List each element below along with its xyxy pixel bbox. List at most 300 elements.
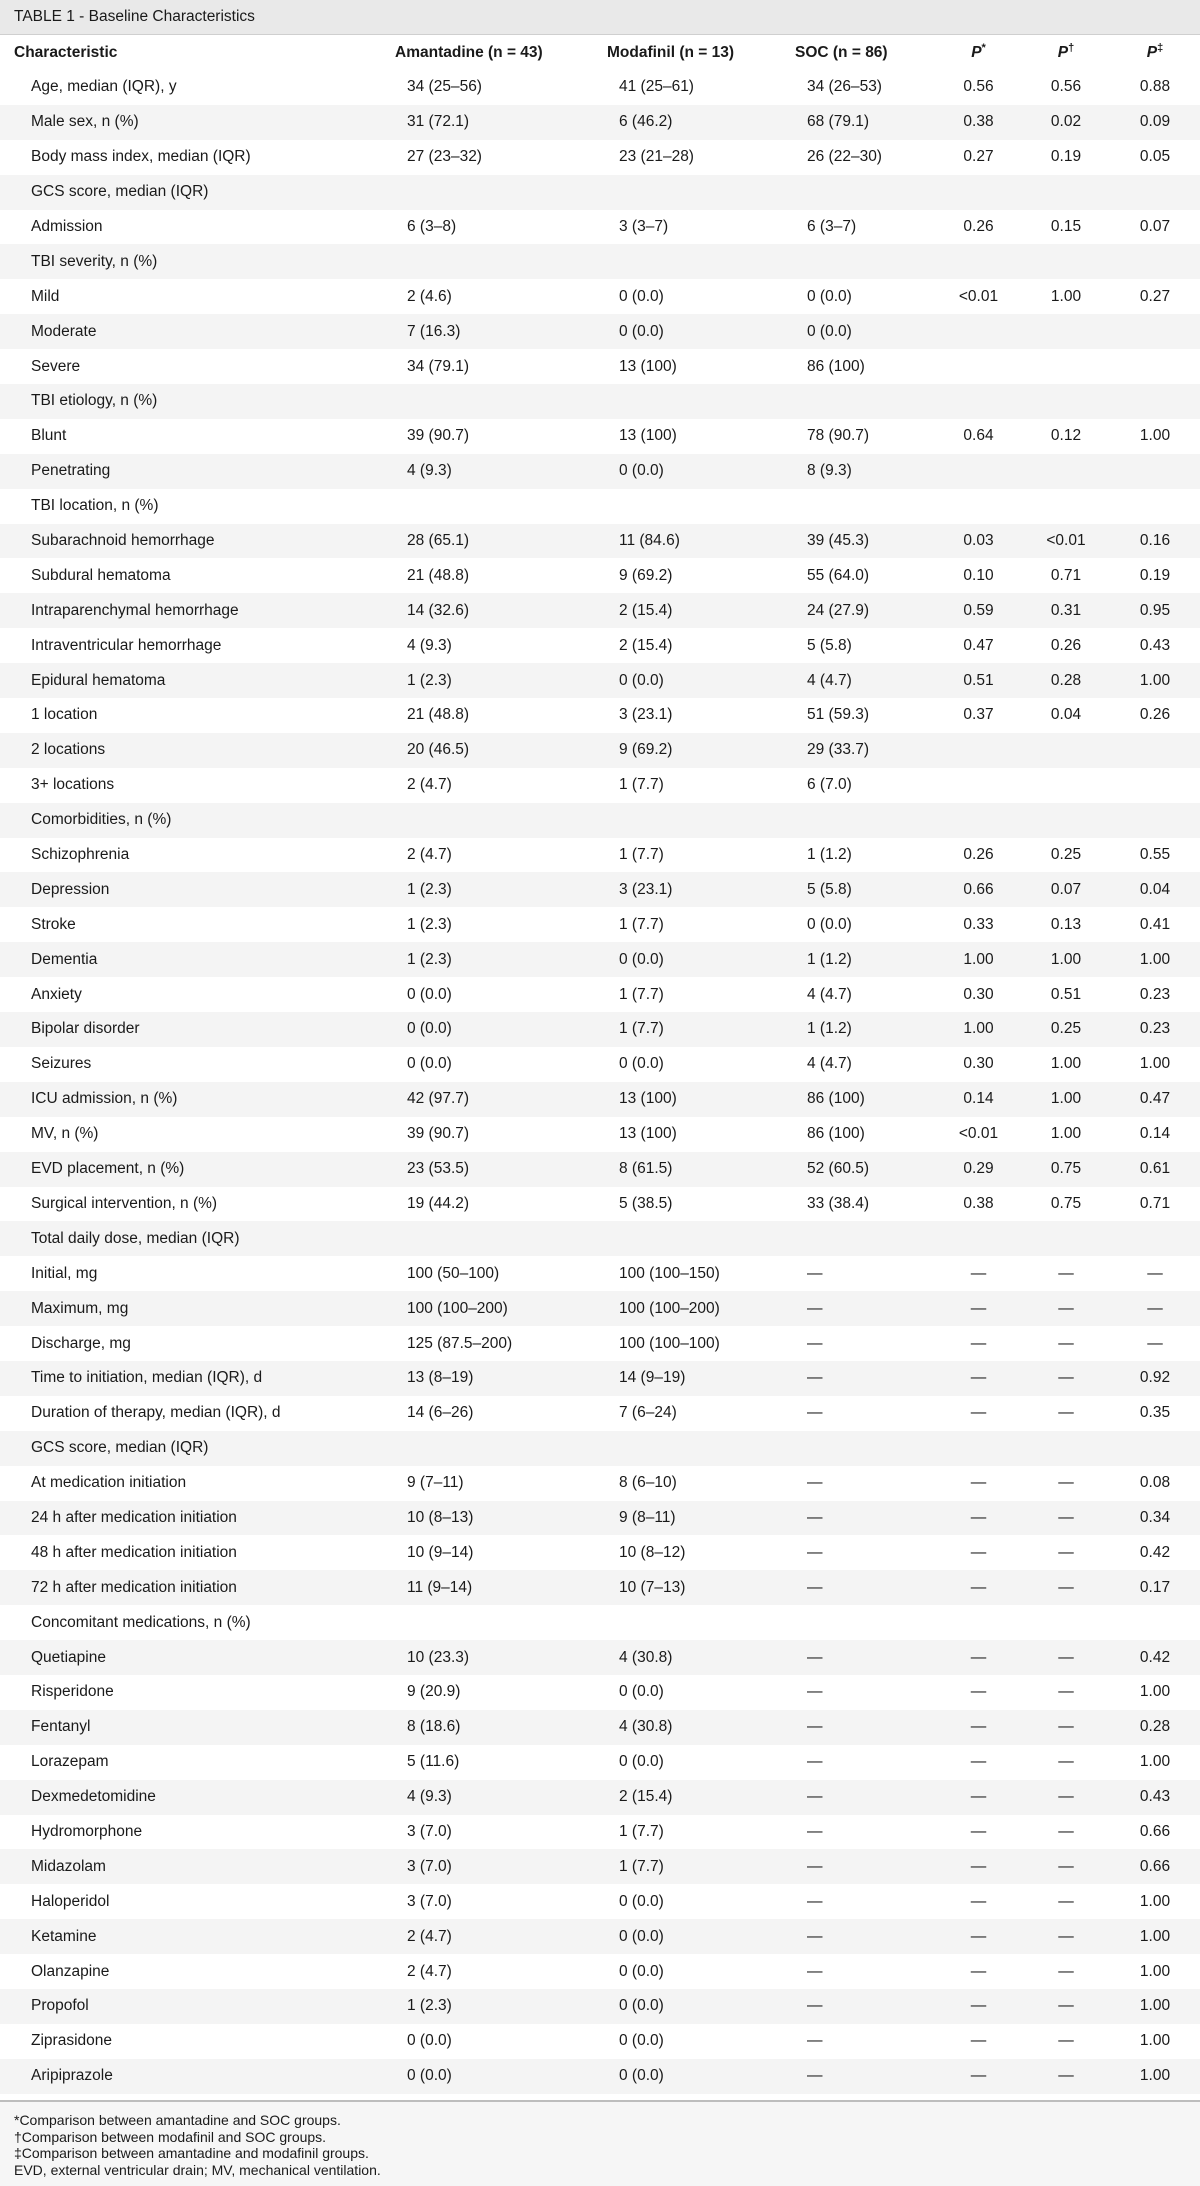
amantadine-cell: 9 (7–11) [407,1474,464,1492]
soc-cell: — [807,1892,823,1910]
soc-cell: 4 (4.7) [807,985,852,1003]
table-row [0,558,1200,593]
row-label: TBI etiology, n (%) [0,384,395,419]
modafinil-cell: 0 (0.0) [619,1753,664,1771]
p-modafinil-soc-cell: 0.71 [1050,566,1082,584]
p-amantadine-soc-cell: 0.30 [963,985,994,1003]
soc-cell: 1 (1.2) [795,1012,935,1047]
p-amantadine-soc-cell: — [970,1822,987,1840]
amantadine-cell: 10 (9–14) [407,1543,474,1561]
footnote: *Comparison between amantadine and SOC groups. [14,2112,341,2128]
modafinil-cell: 14 (9–19) [607,1361,795,1396]
baseline-characteristics-table [0,35,1200,2094]
p-modafinil-soc-cell: 0.26 [1050,636,1082,654]
table-row [0,1780,1200,1815]
modafinil-cell: 13 (100) [619,1125,677,1143]
p-amantadine-soc-cell: 1.00 [935,1012,1022,1047]
modafinil-cell: 0 (0.0) [619,2032,664,2050]
p-amantadine-modafinil-cell: 0.66 [1110,1849,1200,1884]
p-amantadine-soc-cell: 0.51 [935,663,1022,698]
amantadine-cell: 10 (8–13) [395,1501,607,1536]
table-row [0,1221,1200,1256]
p-amantadine-modafinil-cell [1110,175,1200,210]
p-modafinil-soc-cell: — [1058,1264,1074,1282]
row-label: 2 locations [0,733,395,768]
footnote: EVD, external ventricular drain; MV, mechanical ventilation. [14,2161,381,2178]
modafinil-cell: 11 (84.6) [607,524,795,559]
p-amantadine-soc-cell [935,1605,1022,1640]
p-amantadine-modafinil-cell: 0.08 [1139,1474,1171,1492]
p-amantadine-soc-cell: — [970,1404,987,1422]
soc-cell: — [795,1780,935,1815]
soc-cell: 4 (4.7) [807,1055,852,1073]
amantadine-cell: 2 (4.7) [407,846,452,864]
p-amantadine-soc-cell: — [935,1361,1022,1396]
table-row [0,2024,1200,2059]
soc-cell: 86 (100) [807,1125,865,1143]
p-amantadine-modafinil-cell: 1.00 [1139,1753,1171,1771]
row-label: Discharge, mg [31,1334,131,1352]
p-amantadine-modafinil-cell [1110,1431,1200,1466]
modafinil-cell [607,803,795,838]
table-row [0,593,1200,628]
row-label: 72 h after medication initiation [0,1570,395,1605]
p-modafinil-soc-cell: — [1058,1334,1074,1352]
row-label: At medication initiation [31,1474,187,1492]
soc-cell: — [795,1989,935,2024]
amantadine-cell: 10 (23.3) [395,1640,607,1675]
amantadine-cell [395,384,607,419]
row-label: Depression [0,872,395,907]
p-modafinil-soc-cell: — [1022,1501,1110,1536]
soc-cell: 4 (4.7) [795,663,935,698]
row-label: Epidural hematoma [0,663,395,698]
p-modafinil-soc-cell: — [1022,1570,1110,1605]
table-row [0,349,1200,384]
modafinil-cell: 4 (30.8) [607,1710,795,1745]
soc-cell [795,244,935,279]
row-label: Body mass index, median (IQR) [31,148,251,166]
table-row [0,1710,1200,1745]
amantadine-cell: 100 (100–200) [395,1291,607,1326]
p-amantadine-modafinil-cell: — [1147,1334,1163,1352]
p-modafinil-soc-cell [1022,384,1110,419]
row-label: Stroke [31,915,76,933]
amantadine-cell: 6 (3–8) [407,218,457,235]
soc-cell: 51 (59.3) [807,706,870,724]
p-amantadine-modafinil-cell: 0.28 [1110,1710,1200,1745]
modafinil-cell: 0 (0.0) [607,2059,795,2094]
amantadine-cell: 2 (4.6) [407,287,452,305]
p-amantadine-soc-cell: — [970,1753,987,1771]
modafinil-cell: 0 (0.0) [607,1989,795,2024]
row-label: Time to initiation, median (IQR), d [0,1361,395,1396]
modafinil-cell: 5 (38.5) [619,1194,673,1212]
row-label: ICU admission, n (%) [0,1082,395,1117]
p-modafinil-soc-cell [1022,733,1110,768]
p-modafinil-soc-cell: 0.75 [1022,1152,1110,1187]
p-amantadine-modafinil-cell: 0.42 [1110,1640,1200,1675]
p-amantadine-modafinil-cell: 0.07 [1139,218,1171,235]
p-amantadine-soc-cell: 0.64 [963,427,994,445]
modafinil-cell [607,1431,795,1466]
p-amantadine-modafinil-cell: 0.19 [1139,566,1171,584]
table-row [0,384,1200,419]
p-amantadine-modafinil-cell [1110,314,1200,349]
amantadine-cell: 4 (9.3) [395,454,607,489]
p-amantadine-soc-cell: — [935,1640,1022,1675]
modafinil-cell: 100 (100–100) [619,1334,720,1352]
p-amantadine-modafinil-cell: 0.92 [1110,1361,1200,1396]
modafinil-cell: 1 (7.7) [619,846,664,864]
p-amantadine-modafinil-cell: 1.00 [1139,1055,1171,1073]
amantadine-cell: 100 (50–100) [407,1264,500,1282]
table-row [0,524,1200,559]
p-amantadine-soc-cell: 0.14 [935,1082,1022,1117]
p-amantadine-modafinil-cell: 1.00 [1110,1989,1200,2024]
amantadine-cell: 3 (7.0) [407,1822,452,1840]
amantadine-cell [395,489,607,524]
row-label: Seizures [31,1055,92,1073]
p-amantadine-soc-cell: 0.56 [963,78,994,96]
modafinil-cell: 0 (0.0) [607,1919,795,1954]
row-label: Midazolam [0,1849,395,1884]
table-row [0,1570,1200,1605]
modafinil-cell: 1 (7.7) [607,1849,795,1884]
p-modafinil-soc-cell [1022,803,1110,838]
soc-cell: 1 (1.2) [795,942,935,977]
row-label: Moderate [0,314,395,349]
p-amantadine-soc-cell: — [970,1892,987,1910]
table-row [0,1361,1200,1396]
amantadine-cell: 39 (90.7) [407,1125,470,1143]
p-modafinil-soc-cell: 0.07 [1022,872,1110,907]
p-amantadine-modafinil-cell: — [1147,1264,1163,1282]
table-row [0,1256,1200,1291]
soc-cell [795,175,935,210]
amantadine-cell [395,244,607,279]
p-amantadine-soc-cell: — [935,2059,1022,2094]
p-amantadine-modafinil-cell: 1.00 [1139,1683,1171,1701]
amantadine-cell: 2 (4.7) [395,1919,607,1954]
soc-cell: 5 (5.8) [807,636,852,654]
modafinil-cell [607,175,795,210]
table-row [0,977,1200,1012]
row-label: Dementia [0,942,395,977]
p-amantadine-soc-cell [935,384,1022,419]
row-label: Aripiprazole [0,2059,395,2094]
amantadine-cell: 0 (0.0) [395,1012,607,1047]
p-amantadine-soc-cell: 0.26 [963,846,994,864]
p-amantadine-soc-cell: 0.10 [963,566,994,584]
soc-cell [795,384,935,419]
row-label: 3+ locations [31,776,115,794]
table-row [0,2059,1200,2094]
column-header-amantadine: Amantadine (n = 43) [395,43,543,61]
p-label: P [1057,44,1069,62]
p-modafinil-soc-cell: — [1058,1474,1074,1492]
modafinil-cell: 9 (69.2) [619,566,673,584]
amantadine-cell: 3 (7.0) [407,1892,452,1910]
row-label: Haloperidol [31,1892,110,1910]
p-modafinil-soc-cell: 1.00 [1022,942,1110,977]
row-label: Initial, mg [31,1264,98,1282]
amantadine-cell: 20 (46.5) [395,733,607,768]
soc-cell: 52 (60.5) [795,1152,935,1187]
modafinil-cell: 1 (7.7) [619,915,664,933]
table-row [0,244,1200,279]
row-label: Maximum, mg [0,1291,395,1326]
p-modafinil-soc-cell: — [1058,1822,1074,1840]
p-amantadine-soc-cell: — [935,1291,1022,1326]
soc-cell: — [807,1474,823,1492]
table-row [0,733,1200,768]
table-row [0,1291,1200,1326]
p-amantadine-modafinil-cell: 1.00 [1139,427,1171,445]
row-label: Total daily dose, median (IQR) [0,1221,395,1256]
p-amantadine-modafinil-cell: 0.35 [1139,1404,1171,1422]
amantadine-cell: 0 (0.0) [395,2059,607,2094]
amantadine-cell: 13 (8–19) [395,1361,607,1396]
amantadine-cell: 28 (65.1) [395,524,607,559]
p-amantadine-soc-cell: 0.47 [963,636,994,654]
soc-cell: 78 (90.7) [807,427,870,445]
amantadine-cell: 21 (48.8) [407,566,470,584]
p-amantadine-soc-cell: — [935,1989,1022,2024]
row-label: Male sex, n (%) [0,105,395,140]
row-label: Olanzapine [31,1962,110,1980]
table-row [0,1745,1200,1780]
modafinil-cell: 1 (7.7) [619,985,664,1003]
table-row [0,1047,1200,1082]
p-amantadine-soc-cell [935,454,1022,489]
p-amantadine-modafinil-cell: 0.88 [1139,78,1171,96]
p-amantadine-modafinil-cell [1110,1605,1200,1640]
modafinil-cell [607,1221,795,1256]
amantadine-cell: 2 (4.7) [407,1962,452,1980]
amantadine-cell [395,1431,607,1466]
soc-cell: — [795,1570,935,1605]
p-amantadine-modafinil-cell [1110,1221,1200,1256]
table-row [0,1849,1200,1884]
soc-cell: 5 (5.8) [795,872,935,907]
modafinil-cell: 9 (8–11) [607,1501,795,1536]
amantadine-cell: 8 (18.6) [395,1710,607,1745]
table-row [0,314,1200,349]
row-label: 48 h after medication initiation [31,1543,237,1561]
p-amantadine-modafinil-cell: 0.41 [1139,915,1171,933]
modafinil-cell: 0 (0.0) [619,1892,664,1910]
table-row [0,698,1200,733]
p-modafinil-soc-cell: 0.28 [1022,663,1110,698]
p-amantadine-modafinil-cell [1110,803,1200,838]
p-modafinil-soc-cell: 0.75 [1050,1194,1082,1212]
modafinil-cell: 23 (21–28) [619,148,694,166]
row-label: 1 location [31,706,98,724]
p-amantadine-soc-cell: — [935,1919,1022,1954]
table-row [0,140,1200,175]
p-modafinil-soc-cell: 0.25 [1022,1012,1110,1047]
amantadine-cell: 1 (2.3) [395,1989,607,2024]
row-label: Intraventricular hemorrhage [31,636,222,654]
p-amantadine-soc-cell: 0.30 [963,1055,994,1073]
p-amantadine-soc-cell [935,803,1022,838]
row-label: Propofol [0,1989,395,2024]
table-row [0,105,1200,140]
soc-cell: — [795,2059,935,2094]
p-amantadine-soc-cell [935,1431,1022,1466]
table-row [0,489,1200,524]
p-amantadine-modafinil-cell: — [1110,1291,1200,1326]
p-amantadine-soc-cell [935,489,1022,524]
p-amantadine-soc-cell: — [935,1710,1022,1745]
modafinil-cell: 2 (15.4) [607,1780,795,1815]
p-amantadine-modafinil-cell [1110,768,1200,803]
p-modafinil-soc-cell [1022,768,1110,803]
amantadine-cell: 5 (11.6) [407,1753,460,1771]
p-amantadine-soc-cell: — [935,1501,1022,1536]
table-row [0,838,1200,873]
modafinil-cell: 41 (25–61) [619,78,694,96]
soc-cell [795,489,935,524]
table-row [0,1152,1200,1187]
footnote: ‡Comparison between amantadine and modafinil groups. [14,2145,369,2161]
p-amantadine-soc-cell [935,244,1022,279]
modafinil-cell: 1 (7.7) [619,1822,664,1840]
row-label: Bipolar disorder [0,1012,395,1047]
p-modafinil-soc-cell [1022,489,1110,524]
amantadine-cell: 0 (0.0) [407,2032,452,2050]
modafinil-cell: 10 (7–13) [607,1570,795,1605]
p-amantadine-modafinil-cell: 0.16 [1110,524,1200,559]
p-modafinil-soc-cell: 0.25 [1050,846,1082,864]
soc-cell: 86 (100) [795,1082,935,1117]
p-modafinil-soc-cell [1022,1605,1110,1640]
table-row [0,1012,1200,1047]
amantadine-cell: 42 (97.7) [395,1082,607,1117]
table-row [0,1501,1200,1536]
p-amantadine-modafinil-cell [1110,384,1200,419]
soc-cell [795,803,935,838]
amantadine-cell [395,803,607,838]
modafinil-cell: 13 (100) [619,357,677,375]
table-row [0,628,1200,663]
soc-cell: — [795,1291,935,1326]
p-amantadine-soc-cell [935,1221,1022,1256]
row-label: Lorazepam [31,1753,109,1771]
modafinil-cell: 1 (7.7) [619,776,664,794]
p-amantadine-modafinil-cell: 1.00 [1139,2032,1171,2050]
table-row [0,279,1200,314]
modafinil-cell: 8 (61.5) [607,1152,795,1187]
p-footnote-mark: * [981,42,986,55]
p-amantadine-modafinil-cell: 0.34 [1110,1501,1200,1536]
row-label: Anxiety [31,985,82,1003]
amantadine-cell: 31 (72.1) [395,105,607,140]
p-modafinil-soc-cell: — [1022,1780,1110,1815]
p-modafinil-soc-cell: 1.00 [1022,1082,1110,1117]
modafinil-cell: 10 (8–12) [619,1543,686,1561]
modafinil-cell [607,244,795,279]
table-row [0,1989,1200,2024]
row-label: Dexmedetomidine [0,1780,395,1815]
soc-cell: 0 (0.0) [807,287,852,305]
p-amantadine-modafinil-cell [1110,489,1200,524]
p-amantadine-soc-cell: — [970,1543,987,1561]
p-amantadine-soc-cell: <0.01 [958,287,999,305]
row-label: Concomitant medications, n (%) [31,1613,251,1631]
amantadine-cell: 23 (53.5) [395,1152,607,1187]
soc-cell: — [807,1543,823,1561]
column-header-p-amantadine-soc [935,35,1022,70]
amantadine-cell [395,175,607,210]
row-label: Mild [31,287,60,305]
p-amantadine-modafinil-cell: 0.66 [1139,1822,1171,1840]
p-amantadine-modafinil-cell: 0.95 [1110,593,1200,628]
p-modafinil-soc-cell [1022,1221,1110,1256]
modafinil-cell: 1 (7.7) [607,1012,795,1047]
row-label: Severe [31,357,81,375]
p-modafinil-soc-cell: <0.01 [1022,524,1110,559]
row-label: Age, median (IQR), y [31,78,177,96]
table-row [0,1815,1200,1850]
row-label: TBI severity, n (%) [0,244,395,279]
amantadine-cell: 34 (79.1) [407,357,470,375]
p-amantadine-soc-cell: 0.27 [963,148,994,166]
modafinil-cell: 0 (0.0) [607,663,795,698]
row-label: Quetiapine [0,1640,395,1675]
soc-cell: 26 (22–30) [807,148,882,166]
p-modafinil-soc-cell: — [1022,1919,1110,1954]
p-amantadine-modafinil-cell [1110,454,1200,489]
modafinil-cell: 0 (0.0) [619,1055,664,1073]
modafinil-cell: 0 (0.0) [607,942,795,977]
column-header-characteristic: Characteristic [14,43,118,61]
soc-cell: 34 (26–53) [807,78,882,96]
modafinil-cell: 100 (100–200) [607,1291,795,1326]
table-row [0,768,1200,803]
p-amantadine-modafinil-cell: 0.23 [1139,985,1171,1003]
table-row [0,1187,1200,1222]
modafinil-cell: 13 (100) [619,427,677,445]
modafinil-cell: 3 (3–7) [619,218,669,235]
table-row [0,663,1200,698]
p-amantadine-modafinil-cell [1110,244,1200,279]
footnote: †Comparison between modafinil and SOC groups. [14,2128,327,2145]
soc-cell: 8 (9.3) [795,454,935,489]
p-modafinil-soc-cell: 1.00 [1050,287,1082,305]
row-label: 24 h after medication initiation [0,1501,395,1536]
p-modafinil-soc-cell: — [1058,1962,1074,1980]
row-label: Duration of therapy, median (IQR), d [31,1404,281,1422]
p-modafinil-soc-cell: — [1022,1710,1110,1745]
amantadine-cell: 14 (32.6) [395,593,607,628]
row-label: Intraparenchymal hemorrhage [0,593,395,628]
p-modafinil-soc-cell [1022,175,1110,210]
p-amantadine-soc-cell: 0.29 [935,1152,1022,1187]
soc-cell: 6 (3–7) [807,218,857,235]
p-amantadine-soc-cell: 1.00 [935,942,1022,977]
table-row [0,454,1200,489]
soc-cell: 68 (79.1) [795,105,935,140]
table-row [0,803,1200,838]
soc-cell: 6 (7.0) [807,776,852,794]
p-modafinil-soc-cell: — [1022,1849,1110,1884]
p-amantadine-soc-cell [935,175,1022,210]
table-row [0,1431,1200,1466]
p-modafinil-soc-cell [1022,454,1110,489]
soc-cell: 0 (0.0) [795,314,935,349]
